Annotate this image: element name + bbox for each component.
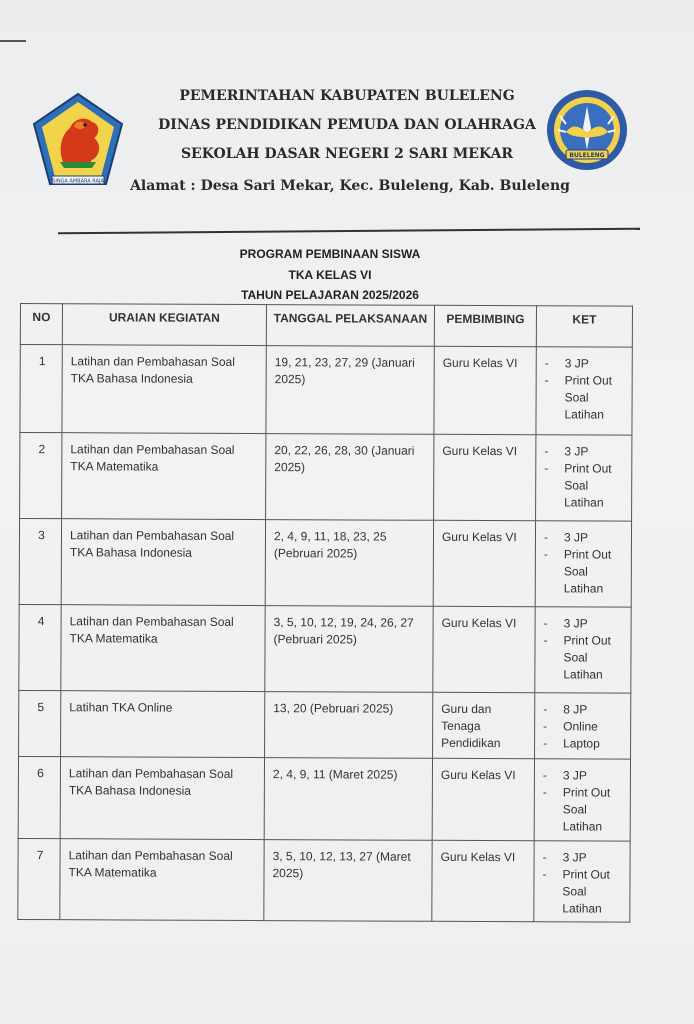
program-table: [17, 303, 633, 923]
row-ket: [535, 693, 631, 759]
ket-item: - 3 JP: [543, 849, 624, 866]
header-school-name: SEKOLAH DASAR NEGERI 2 SARI MEKAR: [180, 146, 514, 162]
document-subtitle-year: TAHUN PELAJARAN 2025/2026: [241, 288, 419, 302]
row-tanggal: 3, 5, 10, 12, 19, 24, 26, 27 (Pebruari 2025): [265, 606, 433, 693]
ket-item: - Print Out Soal Latihan: [542, 866, 623, 917]
row-kegiatan: Latihan dan Pembahasan Soal TKA Matematika: [61, 605, 265, 692]
buleleng-regency-logo: [30, 92, 126, 192]
row-kegiatan: Latihan dan Pembahasan Soal TKA Matematika: [60, 839, 264, 921]
row-number: 5: [19, 690, 61, 756]
table-row: [19, 690, 631, 759]
ket-item: - 3 JP: [543, 767, 624, 784]
row-ket: [535, 521, 631, 607]
row-tanggal: 2, 4, 9, 11, 18, 23, 25 (Pebruari 2025): [265, 520, 433, 607]
header-uraian-kegiatan: URAIAN KEGIATAN: [62, 304, 266, 346]
table-row: [20, 433, 632, 522]
header-ket: KET: [536, 306, 632, 347]
row-kegiatan: Latihan dan Pembahasan Soal TKA Bahasa Indonesia: [60, 757, 264, 840]
row-ket: [535, 607, 631, 693]
row-ket: [536, 435, 632, 521]
row-ket: [534, 841, 630, 922]
left-logo-ribbon-text: SINGA AMBARA RAJA: [52, 178, 104, 185]
header-tanggal-pelaksanaan: TANGGAL PELAKSANAAN: [266, 305, 434, 347]
row-pembimbing: Guru Kelas VI: [432, 758, 534, 840]
row-tanggal: 2, 4, 9, 11 (Maret 2025): [264, 758, 432, 841]
row-number: 4: [19, 604, 61, 690]
header-pembimbing: PEMBIMBING: [434, 305, 536, 346]
ket-item: - Print Out Soal Latihan: [543, 784, 624, 835]
table-row: [19, 604, 631, 693]
row-kegiatan: Latihan dan Pembahasan Soal TKA Bahasa Indonesia: [62, 345, 266, 434]
row-kegiatan: Latihan TKA Online: [61, 691, 265, 758]
row-tanggal: 3, 5, 10, 12, 13, 27 (Maret 2025): [264, 840, 432, 922]
table-row: [18, 838, 630, 922]
row-ket: [534, 759, 630, 841]
ket-item: - Print Out Soal Latihan: [544, 460, 625, 511]
row-pembimbing: Guru Kelas VI: [432, 840, 534, 921]
row-tanggal: 20, 22, 26, 28, 30 (Januari 2025): [266, 434, 434, 521]
ket-item: - 3 JP: [544, 443, 625, 460]
row-kegiatan: Latihan dan Pembahasan Soal TKA Matematika: [62, 433, 266, 520]
ket-item: - 3 JP: [545, 355, 626, 372]
ket-item: - Print Out Soal Latihan: [543, 632, 624, 683]
table-row: [18, 756, 630, 841]
document-title: PROGRAM PEMBINAAN SISWA: [239, 247, 421, 261]
ket-item: - 3 JP: [544, 529, 625, 546]
row-ket: [536, 347, 632, 435]
row-pembimbing: Guru Kelas VI: [433, 606, 535, 692]
margin-mark: [0, 40, 26, 42]
ket-item: - 8 JP: [543, 701, 624, 718]
row-kegiatan: Latihan dan Pembahasan Soal TKA Bahasa Indonesia: [61, 519, 265, 606]
row-tanggal: 19, 21, 23, 27, 29 (Januari 2025): [266, 346, 434, 435]
header-no: NO: [20, 304, 62, 345]
table-header-row: [20, 304, 632, 348]
row-pembimbing: Guru Kelas VI: [433, 520, 535, 606]
row-number: 1: [20, 345, 62, 433]
row-pembimbing: Guru Kelas VI: [434, 434, 536, 520]
header-divider: [58, 228, 640, 235]
ket-item: - 3 JP: [544, 615, 625, 632]
row-number: 3: [19, 519, 61, 605]
row-tanggal: 13, 20 (Pebruari 2025): [265, 692, 433, 759]
right-logo-ribbon-text: BULELENG: [569, 152, 605, 159]
ket-item: - Print Out Soal Latihan: [544, 546, 625, 597]
ket-item: - Print Out Soal Latihan: [544, 372, 625, 423]
header-government: PEMERINTAHAN KABUPATEN BULELENG: [179, 88, 515, 104]
row-number: 2: [20, 433, 62, 519]
table-row: [19, 519, 631, 608]
table-row: [20, 345, 632, 436]
ket-item: - Online: [543, 718, 624, 735]
row-number: 7: [18, 838, 60, 919]
header-address: Alamat : Desa Sari Mekar, Kec. Buleleng, Kab. Buleleng: [130, 178, 570, 194]
ket-item: - Laptop: [543, 735, 624, 752]
row-pembimbing: Guru Kelas VI: [434, 346, 536, 434]
row-pembimbing: Guru dan Tenaga Pendidikan: [433, 692, 535, 758]
header-department: DINAS PENDIDIKAN PEMUDA DAN OLAHRAGA: [158, 117, 536, 133]
document-subtitle-class: TKA KELAS VI: [288, 268, 372, 282]
row-number: 6: [18, 756, 60, 838]
